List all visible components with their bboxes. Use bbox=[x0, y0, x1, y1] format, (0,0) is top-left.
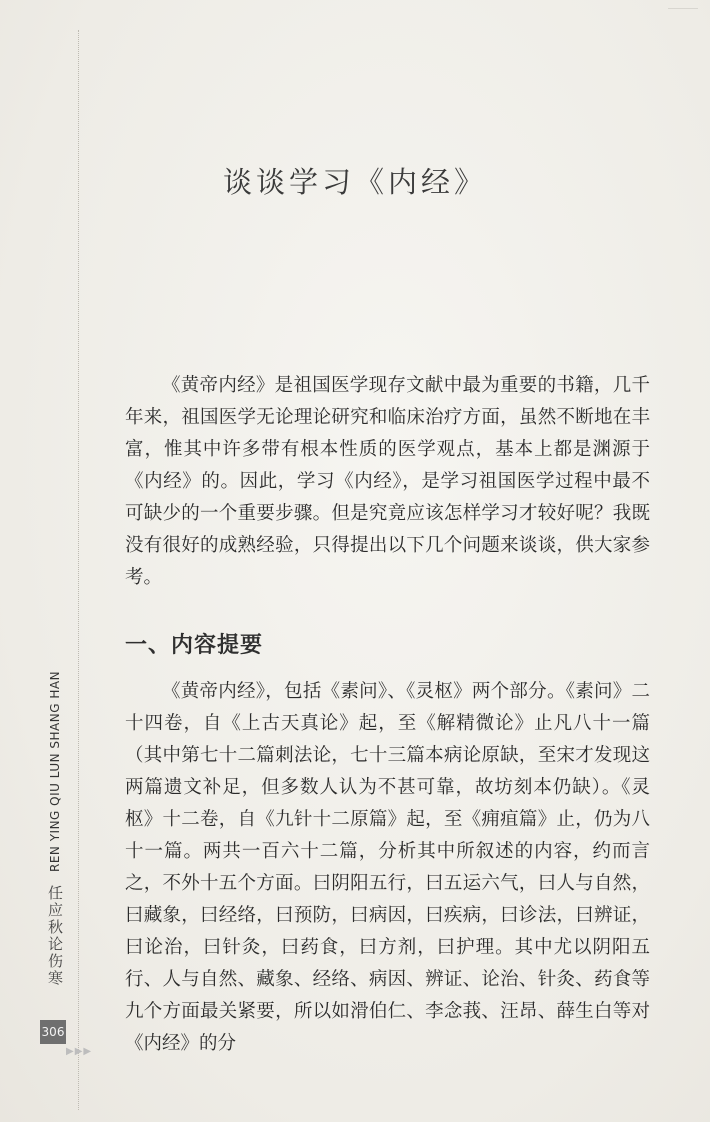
page-number: 306 bbox=[40, 1020, 66, 1044]
arrow-icon: ▶▶▶ bbox=[66, 1046, 93, 1057]
running-title-chinese: 任应秋论伤寒 bbox=[46, 885, 64, 987]
section-paragraph: 《黄帝内经》，包括《素问》、《灵枢》两个部分。《素问》二十四卷，自《上古天真论》起，至《解精微论》止凡八十一篇（其中第七十二篇刺法论，七十三篇本病论原缺，至宋才发现这两篇遗文补足，但多数人认为不甚可靠，故坊刻本仍缺）。《灵枢》十二卷，自《九针十二原篇》起，至《痈疽篇》止，仍为八十一篇。两共一百六十二篇，分析其中所叙述的内容，约而言之，不外十五个方面。曰阴阳五行，曰五运六气，曰人与自然，曰藏象，曰经络，曰预防，曰病因，曰疾病，曰诊法，曰辨证，曰论治，曰针灸，曰药食，曰方剂，曰护理。其中尤以阴阳五行、人与自然、藏象、经络、病因、辨证、论治、针灸、药食等九个方面最关紧要，所以如滑伯仁、李念莪、汪昂、薛生白等对《内经》的分 bbox=[125, 681, 650, 1054]
section-heading: 一、内容提要 bbox=[125, 633, 264, 658]
intro-paragraph: 《黄帝内经》是祖国医学现存文献中最为重要的书籍，几千年来，祖国医学无论理论研究和临床治疗方面，虽然不断地在丰富，惟其中许多带有根本性质的医学观点，基本上都是渊源于《内经》的。因此，学习《内经》，是学习祖国医学过程中最不可缺少的一个重要步骤。但是究竟应该怎样学习才较好呢？我既没有很好的成熟经验，只得提出以下几个问题来谈谈，供大家参考。 bbox=[125, 375, 650, 588]
corner-mark bbox=[668, 8, 698, 23]
running-title-english: REN YING QIU LUN SHANG HAN bbox=[48, 670, 62, 872]
page-title: 谈谈学习《内经》 bbox=[222, 165, 487, 199]
